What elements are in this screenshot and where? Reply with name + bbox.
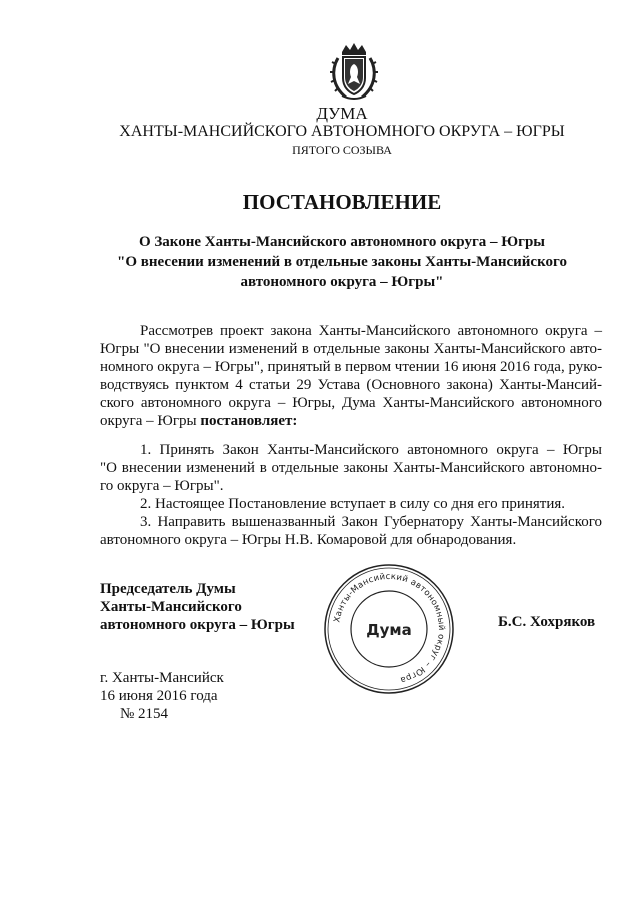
item-3-paragraph bbox=[100, 513, 602, 549]
region-heading: ХАНТЫ-МАНСИЙСКОГО АВТОНОМНОГО ОКРУГА – ЮГРЫ bbox=[119, 123, 565, 140]
item-1-line: "О внесении изменений в отдельные законы Ханты-Мансийского автономно- bbox=[100, 460, 602, 476]
item-1-line: 1. Принять Закон Ханты-Мансийского автономного округа – Югры bbox=[140, 442, 602, 458]
preamble-line: Рассмотрев проект закона Ханты-Мансийского автономного округа – bbox=[140, 323, 602, 339]
item-2-paragraph bbox=[100, 495, 602, 513]
signatory-position bbox=[100, 580, 295, 634]
place-date-number bbox=[100, 669, 224, 723]
item-1-paragraph bbox=[100, 441, 602, 495]
preamble-line: Югры "О внесении изменений в отдельные законы Ханты-Мансийского авто- bbox=[100, 341, 602, 357]
seal-ring-text: Ханты-Мансийский автономный округ – Югра bbox=[332, 571, 447, 685]
preamble-line: номного округа – Югры", принятый в первом чтении 16 июня 2016 года, руко- bbox=[100, 359, 603, 375]
date-text: 16 июня 2016 года bbox=[100, 688, 218, 704]
document-title-line: автономного округа – Югры" bbox=[240, 274, 444, 290]
coat-of-arms-emblem bbox=[328, 42, 380, 102]
document-title bbox=[22, 232, 640, 292]
signatory-position-line: Председатель Думы bbox=[100, 581, 236, 597]
item-2-line: 2. Настоящее Постановление вступает в силу со дня его принятия. bbox=[140, 496, 566, 512]
convocation-heading: ПЯТОГО СОЗЫВА bbox=[292, 143, 392, 157]
official-seal bbox=[322, 562, 456, 696]
body-name-heading: ДУМА bbox=[316, 104, 368, 123]
preamble-last-line bbox=[100, 412, 602, 430]
place-text: г. Ханты-Мансийск bbox=[100, 670, 224, 686]
preamble-line: водствуясь пунктом 4 статьи 29 Устава (Основного закона) Ханты-Мансий- bbox=[100, 377, 602, 393]
preamble-paragraph bbox=[100, 322, 602, 430]
item-3-line: автономного округа – Югры Н.В. Комаровой для обнародования. bbox=[100, 532, 517, 548]
seal-center-text: Дума bbox=[366, 621, 412, 639]
preamble-line: ского автономного округа – Югры, Дума Ханты-Мансийского автономного bbox=[100, 395, 602, 411]
document-title-line: О Законе Ханты-Мансийского автономного округа – Югры bbox=[138, 234, 546, 250]
signatory-position-line: автономного округа – Югры bbox=[100, 617, 295, 633]
preamble-last-text: округа – Югры bbox=[100, 413, 201, 429]
item-1-line: го округа – Югры". bbox=[100, 478, 224, 494]
item-3-line: 3. Направить вышеназванный Закон Губернатору Ханты-Мансийского bbox=[140, 514, 602, 530]
document-number: № 2154 bbox=[120, 706, 169, 722]
signatory-position-line: Ханты-Мансийского bbox=[100, 599, 242, 615]
document-type-heading: ПОСТАНОВЛЕНИЕ bbox=[242, 190, 442, 214]
resolves-keyword: постановляет: bbox=[200, 413, 298, 429]
signatory-name: Б.С. Хохряков bbox=[498, 614, 596, 630]
document-title-line: "О внесении изменений в отдельные законы Ханты-Мансийского bbox=[117, 254, 567, 270]
